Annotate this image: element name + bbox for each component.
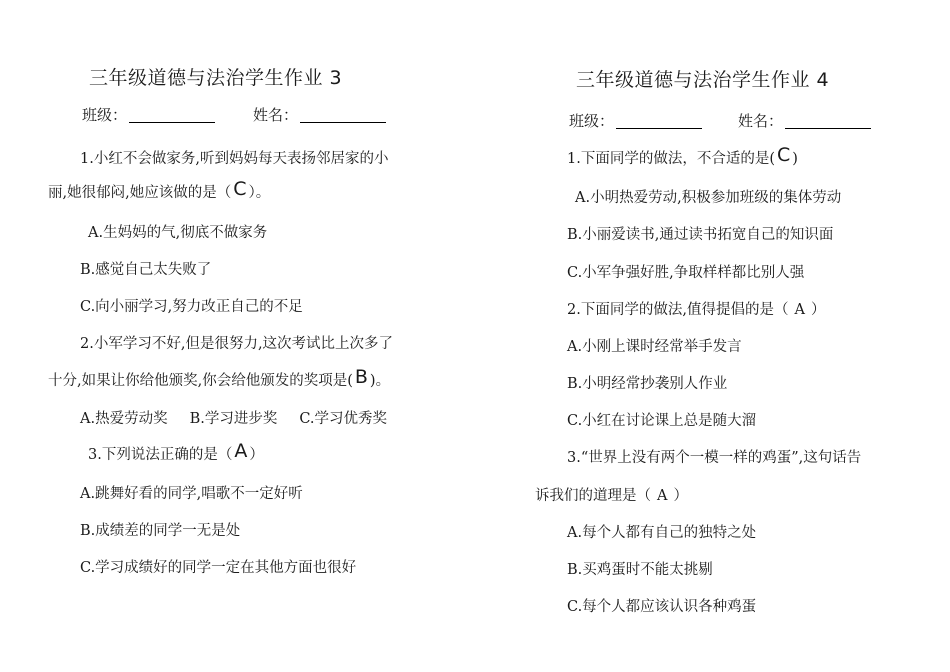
question-2-stem: 2.下面同学的做法,值得提倡的是（ xyxy=(567,302,789,318)
question-2-line-2 xyxy=(48,366,390,390)
class-field xyxy=(569,110,702,131)
worksheet-title: 三年级道德与法治学生作业 4 xyxy=(576,69,830,91)
question-1-answer: C xyxy=(777,144,791,166)
name-field xyxy=(738,110,871,131)
question-2-answer: A xyxy=(794,302,805,318)
class-blank[interactable] xyxy=(616,112,702,129)
question-2-option-b: B.小明经常抄袭别人作业 xyxy=(567,376,728,392)
question-3-option-b: B.买鸡蛋时不能太挑剔 xyxy=(567,562,713,578)
question-2-option-a: A.小刚上课时经常举手发言 xyxy=(567,339,742,355)
name-label: 姓名： xyxy=(253,106,299,124)
name-blank[interactable] xyxy=(785,112,871,129)
question-3-option-a: A.跳舞好看的同学,唱歌不一定好听 xyxy=(80,486,303,502)
question-1-stem-line xyxy=(567,144,798,168)
question-2-stem-end: ） xyxy=(810,302,826,318)
question-3-stem-line xyxy=(88,440,264,464)
question-1-stem-end: ）。 xyxy=(248,185,271,201)
question-3-stem: 3.下列说法正确的是（ xyxy=(88,447,233,463)
question-3-option-c: C.学习成绩好的同学一定在其他方面也很好 xyxy=(80,560,357,576)
class-blank[interactable] xyxy=(129,106,215,123)
question-1-option-b: B.感觉自己太失败了 xyxy=(80,262,212,278)
question-2-option-c: C.小红在讨论课上总是随大溜 xyxy=(567,413,757,429)
question-1-line-2 xyxy=(48,178,270,202)
class-label: 班级： xyxy=(82,106,128,124)
question-3-option-b: B.成绩差的同学一无是处 xyxy=(80,523,241,539)
question-1-line-1: 1.小红不会做家务,听到妈妈每天表扬邻居家的小 xyxy=(80,151,389,167)
question-2-option-c: C.学习优秀奖 xyxy=(299,411,388,427)
name-blank[interactable] xyxy=(300,106,386,123)
question-3-answer: A xyxy=(657,488,668,504)
question-1-stem-end: ) xyxy=(792,151,798,167)
class-field xyxy=(82,104,215,125)
question-1-option-a: A.生妈妈的气,彻底不做家务 xyxy=(88,225,268,241)
question-2-answer: B xyxy=(354,366,368,388)
question-1-answer: C xyxy=(233,178,247,200)
question-2-stem: 十分,如果让你给他颁奖,你会给他颁发的奖项是( xyxy=(48,373,353,389)
question-3-answer: A xyxy=(234,440,248,462)
question-3-stem-end: ） xyxy=(673,488,688,504)
question-1-option-c: C.向小丽学习,努力改正自己的不足 xyxy=(80,299,303,315)
question-1-option-c: C.小军争强好胜,争取样样都比别人强 xyxy=(567,265,805,281)
question-3-line-1: 3.“世界上没有两个一模一样的鸡蛋”,这句话告 xyxy=(567,450,862,466)
question-2-stem-line xyxy=(567,298,825,319)
name-field xyxy=(253,104,386,125)
worksheet-4 xyxy=(475,0,950,672)
name-label: 姓名： xyxy=(738,112,784,130)
question-2-option-b: B.学习进步奖 xyxy=(189,411,278,427)
question-2-line-1: 2.小军学习不好,但是很努力,这次考试比上次多了 xyxy=(80,336,394,352)
class-label: 班级： xyxy=(569,112,615,130)
question-1-stem: 1.下面同学的做法，不合适的是( xyxy=(567,151,775,167)
question-1-stem: 丽,她很郁闷,她应该做的是（ xyxy=(48,185,232,201)
question-1-option-a: A.小明热爱劳动,积极参加班级的集体劳动 xyxy=(575,190,842,206)
question-1-option-b: B.小丽爱读书,通过读书拓宽自己的知识面 xyxy=(567,227,834,243)
question-3-stem: 诉我们的道理是（ xyxy=(535,488,651,504)
worksheet-title: 三年级道德与法治学生作业 3 xyxy=(89,67,343,89)
question-3-option-a: A.每个人都有自己的独特之处 xyxy=(567,525,757,541)
question-2-option-a: A.热爱劳动奖 xyxy=(80,411,168,427)
question-2-options xyxy=(80,407,387,428)
question-2-stem-end: )。 xyxy=(369,373,391,389)
question-3-option-c: C.每个人都应该认识各种鸡蛋 xyxy=(567,599,757,615)
question-3-line-2 xyxy=(535,484,688,505)
question-3-stem-end: ） xyxy=(249,447,264,463)
